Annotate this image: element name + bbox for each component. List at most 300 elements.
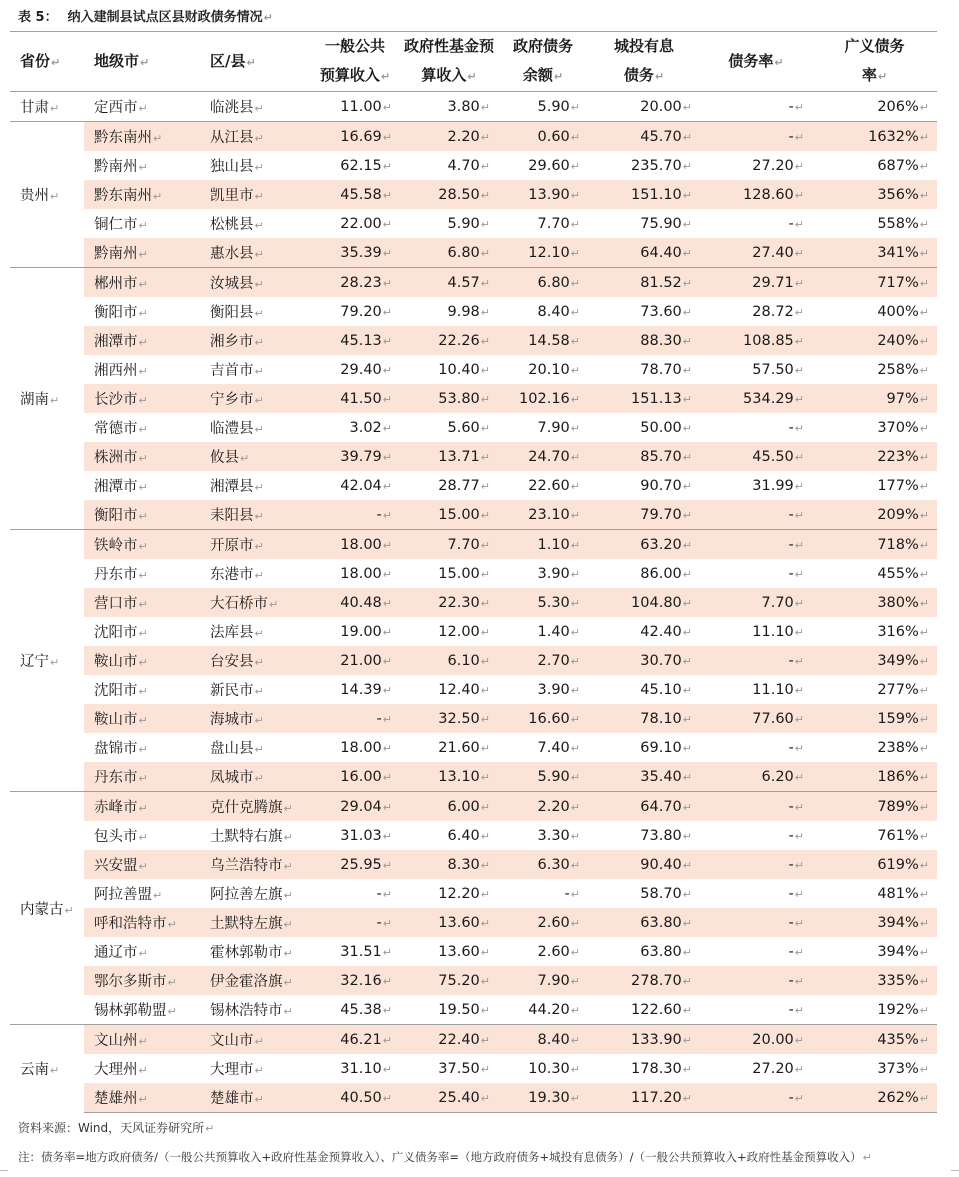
gov-debt-balance-cell	[498, 268, 588, 298]
paragraph-mark-icon: ↵	[570, 217, 580, 231]
debt-ratio-cell	[700, 588, 812, 617]
cell-value: 8.30	[447, 856, 480, 873]
lgfv-debt-cell	[588, 1025, 700, 1055]
paragraph-mark-icon: ↵	[153, 889, 163, 902]
paragraph-mark-icon: ↵	[794, 974, 804, 988]
paragraph-mark-icon: ↵	[138, 831, 148, 844]
paragraph-mark-icon: ↵	[240, 452, 250, 465]
paragraph-mark-icon: ↵	[682, 508, 692, 522]
paragraph-mark-icon: ↵	[794, 683, 804, 697]
cell-value: 凤城市	[210, 770, 254, 786]
paragraph-mark-icon: ↵	[254, 1093, 264, 1106]
paragraph-mark-icon: ↵	[382, 567, 392, 581]
paragraph-mark-icon: ↵	[382, 916, 392, 930]
cell-value: 29.71	[752, 274, 794, 291]
cell-value: 27.20	[752, 157, 794, 174]
general-budget-revenue-cell	[310, 937, 400, 966]
paragraph-mark-icon: ↵	[138, 1093, 148, 1106]
paragraph-mark-icon: ↵	[794, 130, 804, 144]
paragraph-mark-icon: ↵	[283, 860, 293, 873]
cell-value: 14.39	[340, 681, 382, 698]
lgfv-debt-cell	[588, 966, 700, 995]
cell-value: 35.39	[340, 244, 382, 261]
table-row	[10, 704, 937, 733]
paragraph-mark-icon: ↵	[382, 305, 392, 319]
city-cell	[84, 92, 200, 122]
lgfv-debt-cell	[588, 675, 700, 704]
source-text: 资料来源：Wind，天风证券研究所	[18, 1121, 205, 1135]
cell-value: 土默特左旗	[210, 916, 283, 932]
column-header-line	[94, 47, 200, 77]
cell-value: 151.10	[631, 186, 682, 203]
cell-value: 11.00	[340, 98, 382, 115]
table-row	[10, 762, 937, 792]
cell-value: 3.90	[537, 681, 570, 698]
cell-value: 394%	[877, 914, 919, 931]
cell-value: 30.70	[640, 652, 682, 669]
general-budget-revenue-cell	[310, 471, 400, 500]
lgfv-debt-cell	[588, 908, 700, 937]
paragraph-mark-icon: ↵	[480, 538, 490, 552]
paragraph-mark-icon: ↵	[480, 130, 490, 144]
column-header-line	[310, 32, 400, 61]
county-cell	[200, 209, 310, 238]
cell-value: 攸县	[210, 450, 239, 466]
lgfv-debt-cell	[588, 588, 700, 617]
cell-value: 400%	[877, 303, 919, 320]
general-budget-revenue-cell	[310, 500, 400, 530]
paragraph-mark-icon: ↵	[138, 860, 148, 873]
city-cell	[84, 733, 200, 762]
fund-budget-revenue-cell	[400, 471, 498, 500]
column-header-line	[812, 61, 937, 91]
debt-ratio-cell	[700, 704, 812, 733]
broad-debt-ratio-cell	[812, 879, 937, 908]
cell-value: -	[788, 856, 794, 873]
cell-value: 45.10	[640, 681, 682, 698]
table-row	[10, 413, 937, 442]
paragraph-mark-icon: ↵	[382, 1003, 392, 1017]
cell-value: 62.15	[340, 157, 382, 174]
paragraph-mark-icon: ↵	[682, 829, 692, 843]
column-header-text: 地级市	[94, 51, 140, 70]
broad-debt-ratio-cell	[812, 966, 937, 995]
cell-value: -	[788, 914, 794, 931]
cell-value: 108.85	[743, 332, 794, 349]
paragraph-mark-icon: ↵	[480, 363, 490, 377]
paragraph-mark-icon: ↵	[570, 188, 580, 202]
general-budget-revenue-cell	[310, 413, 400, 442]
paragraph-mark-icon: ↵	[254, 510, 264, 523]
cell-value: 63.20	[640, 536, 682, 553]
cell-value: 75.90	[640, 215, 682, 232]
broad-debt-ratio-cell	[812, 1025, 937, 1055]
cell-value: 大理州	[94, 1062, 138, 1078]
cell-value: 沈阳市	[94, 683, 138, 699]
county-cell	[200, 1025, 310, 1055]
paragraph-mark-icon: ↵	[254, 219, 264, 232]
county-cell	[200, 122, 310, 152]
broad-debt-ratio-cell	[812, 530, 937, 560]
paragraph-mark-icon: ↵	[919, 421, 929, 435]
general-budget-revenue-cell	[310, 879, 400, 908]
paragraph-mark-icon: ↵	[138, 569, 148, 582]
fund-budget-revenue-cell	[400, 995, 498, 1025]
cell-value: 衡阳市	[94, 508, 138, 524]
table-row	[10, 326, 937, 355]
general-budget-revenue-cell	[310, 966, 400, 995]
paragraph-mark-icon: ↵	[382, 800, 392, 814]
paragraph-mark-icon: ↵	[682, 450, 692, 464]
fund-budget-revenue-cell	[400, 442, 498, 471]
cell-value: 619%	[877, 856, 919, 873]
cell-value: 20.00	[640, 98, 682, 115]
debt-ratio-cell	[700, 966, 812, 995]
paragraph-mark-icon: ↵	[254, 102, 264, 115]
broad-debt-ratio-cell	[812, 413, 937, 442]
cell-value: 24.70	[528, 448, 570, 465]
paragraph-mark-icon: ↵	[138, 1064, 148, 1077]
table-row	[10, 559, 937, 588]
cell-value: -	[788, 565, 794, 582]
cell-value: 湘乡市	[210, 334, 254, 350]
cell-value: 6.10	[447, 652, 480, 669]
cell-value: 40.50	[340, 1089, 382, 1106]
cell-value: 台安县	[210, 654, 254, 670]
province-name: 湖南	[20, 392, 49, 408]
paragraph-mark-icon: ↵	[480, 392, 490, 406]
cell-value: 法库县	[210, 625, 254, 641]
paragraph-mark-icon: ↵	[138, 685, 148, 698]
table-row	[10, 530, 937, 560]
city-cell	[84, 122, 200, 152]
debt-ratio-cell	[700, 151, 812, 180]
city-cell	[84, 821, 200, 850]
paragraph-mark-icon: ↵	[382, 741, 392, 755]
paragraph-mark-icon: ↵	[254, 161, 264, 174]
lgfv-debt-cell	[588, 442, 700, 471]
county-cell	[200, 384, 310, 413]
cell-value: 31.51	[340, 943, 382, 960]
table-title	[18, 6, 273, 25]
column-header-text: 广义债务	[844, 37, 905, 55]
debt-ratio-cell	[700, 792, 812, 822]
general-budget-revenue-cell	[310, 850, 400, 879]
general-budget-revenue-cell	[310, 151, 400, 180]
cell-value: 23.10	[528, 506, 570, 523]
paragraph-mark-icon: ↵	[794, 1033, 804, 1047]
cell-value: 40.48	[340, 594, 382, 611]
cell-value: 22.40	[438, 1031, 480, 1048]
paragraph-mark-icon: ↵	[794, 188, 804, 202]
paragraph-mark-icon: ↵	[570, 770, 580, 784]
paragraph-mark-icon: ↵	[254, 336, 264, 349]
cell-value: 1632%	[868, 128, 919, 145]
cell-value: 240%	[877, 332, 919, 349]
cell-value: 7.90	[537, 972, 570, 989]
cell-value: 238%	[877, 739, 919, 756]
cell-value: 22.30	[438, 594, 480, 611]
city-cell	[84, 238, 200, 268]
gov-debt-balance-cell	[498, 297, 588, 326]
general-budget-revenue-cell	[310, 92, 400, 122]
broad-debt-ratio-cell	[812, 588, 937, 617]
city-cell	[84, 209, 200, 238]
paragraph-mark-icon: ↵	[570, 567, 580, 581]
cell-value: 海城市	[210, 712, 254, 728]
cell-value: -	[788, 798, 794, 815]
paragraph-mark-icon: ↵	[246, 55, 256, 69]
page-corner-mark	[951, 1170, 959, 1171]
paragraph-mark-icon: ↵	[919, 712, 929, 726]
cell-value: 122.60	[631, 1001, 682, 1018]
lgfv-debt-cell	[588, 850, 700, 879]
cell-value: 湘潭市	[94, 334, 138, 350]
debt-ratio-cell	[700, 92, 812, 122]
cell-value: 262%	[877, 1089, 919, 1106]
gov-debt-balance-cell	[498, 180, 588, 209]
cell-value: 16.69	[340, 128, 382, 145]
paragraph-mark-icon: ↵	[382, 1062, 392, 1076]
paragraph-mark-icon: ↵	[382, 654, 392, 668]
paragraph-mark-icon: ↵	[570, 450, 580, 464]
column-header-text: 算收入	[421, 66, 467, 84]
lgfv-debt-cell	[588, 879, 700, 908]
cell-value: 31.99	[752, 477, 794, 494]
gov-debt-balance-cell	[498, 675, 588, 704]
paragraph-mark-icon: ↵	[480, 829, 490, 843]
paragraph-mark-icon: ↵	[919, 363, 929, 377]
table-row	[10, 588, 937, 617]
city-cell	[84, 704, 200, 733]
debt-ratio-cell	[700, 471, 812, 500]
cell-value: 黔南州	[94, 246, 138, 262]
cell-value: 耒阳县	[210, 508, 254, 524]
cell-value: 文山州	[94, 1033, 138, 1049]
paragraph-mark-icon: ↵	[682, 741, 692, 755]
cell-value: 临洮县	[210, 100, 254, 116]
paragraph-mark-icon: ↵	[794, 450, 804, 464]
paragraph-mark-icon: ↵	[138, 947, 148, 960]
paragraph-mark-icon: ↵	[794, 916, 804, 930]
paragraph-mark-icon: ↵	[570, 974, 580, 988]
city-cell	[84, 1054, 200, 1083]
cell-value: 3.30	[537, 827, 570, 844]
paragraph-mark-icon: ↵	[794, 945, 804, 959]
debt-ratio-cell	[700, 326, 812, 355]
cell-value: 8.40	[537, 1031, 570, 1048]
cell-value: 6.20	[761, 768, 794, 785]
paragraph-mark-icon: ↵	[382, 217, 392, 231]
paragraph-mark-icon: ↵	[570, 305, 580, 319]
paragraph-mark-icon: ↵	[682, 392, 692, 406]
table-row	[10, 92, 937, 122]
cell-value: 沈阳市	[94, 625, 138, 641]
paragraph-mark-icon: ↵	[570, 1062, 580, 1076]
table-row	[10, 297, 937, 326]
paragraph-mark-icon: ↵	[283, 976, 293, 989]
cell-value: 29.40	[340, 361, 382, 378]
cell-value: 159%	[877, 710, 919, 727]
paragraph-mark-icon: ↵	[794, 479, 804, 493]
paragraph-mark-icon: ↵	[480, 450, 490, 464]
cell-value: -	[376, 506, 382, 523]
fund-budget-revenue-cell	[400, 937, 498, 966]
cell-value: 28.23	[340, 274, 382, 291]
broad-debt-ratio-cell	[812, 238, 937, 268]
cell-value: -	[376, 710, 382, 727]
cell-value: 19.50	[438, 1001, 480, 1018]
fund-budget-revenue-cell	[400, 500, 498, 530]
fund-budget-revenue-cell	[400, 675, 498, 704]
broad-debt-ratio-cell	[812, 908, 937, 937]
cell-value: 21.60	[438, 739, 480, 756]
paragraph-mark-icon: ↵	[862, 1151, 872, 1164]
paragraph-mark-icon: ↵	[570, 508, 580, 522]
cell-value: 丹东市	[94, 770, 138, 786]
city-cell	[84, 355, 200, 384]
broad-debt-ratio-cell	[812, 792, 937, 822]
paragraph-mark-icon: ↵	[682, 945, 692, 959]
lgfv-debt-cell	[588, 995, 700, 1025]
cell-value: 15.00	[438, 565, 480, 582]
cell-value: 5.90	[447, 215, 480, 232]
paragraph-mark-icon: ↵	[682, 130, 692, 144]
column-header-line	[310, 61, 400, 91]
fund-budget-revenue-cell	[400, 180, 498, 209]
fund-budget-revenue-cell	[400, 792, 498, 822]
paragraph-mark-icon: ↵	[570, 1033, 580, 1047]
debt-ratio-cell	[700, 355, 812, 384]
paragraph-mark-icon: ↵	[50, 102, 60, 115]
paragraph-mark-icon: ↵	[682, 712, 692, 726]
paragraph-mark-icon: ↵	[682, 276, 692, 290]
table-row	[10, 442, 937, 471]
paragraph-mark-icon: ↵	[570, 945, 580, 959]
city-cell	[84, 588, 200, 617]
cell-value: 22.00	[340, 215, 382, 232]
paragraph-mark-icon: ↵	[480, 1091, 490, 1105]
cell-value: 2.20	[447, 128, 480, 145]
paragraph-mark-icon: ↵	[570, 100, 580, 114]
table-header	[10, 32, 937, 92]
paragraph-mark-icon: ↵	[382, 508, 392, 522]
county-cell	[200, 238, 310, 268]
table-row	[10, 209, 937, 238]
paragraph-mark-icon: ↵	[382, 421, 392, 435]
paragraph-mark-icon: ↵	[682, 538, 692, 552]
table-row	[10, 733, 937, 762]
province-cell	[10, 122, 84, 268]
cell-value: 锡林浩特市	[210, 1003, 283, 1019]
paragraph-mark-icon: ↵	[480, 945, 490, 959]
fund-budget-revenue-cell	[400, 559, 498, 588]
cell-value: 78.70	[640, 361, 682, 378]
paragraph-mark-icon: ↵	[682, 363, 692, 377]
gov-debt-balance-cell	[498, 530, 588, 560]
cell-value: 718%	[877, 536, 919, 553]
paragraph-mark-icon: ↵	[382, 246, 392, 260]
debt-ratio-cell	[700, 1083, 812, 1113]
broad-debt-ratio-cell	[812, 617, 937, 646]
cell-value: 19.00	[340, 623, 382, 640]
cell-value: 45.13	[340, 332, 382, 349]
debt-ratio-cell	[700, 937, 812, 966]
gov-debt-balance-cell	[498, 355, 588, 384]
fund-budget-revenue-cell	[400, 646, 498, 675]
paragraph-mark-icon: ↵	[570, 596, 580, 610]
table-row	[10, 937, 937, 966]
column-header-line	[588, 61, 700, 91]
debt-ratio-cell	[700, 122, 812, 152]
cell-value: 12.20	[438, 885, 480, 902]
county-cell	[200, 180, 310, 209]
city-cell	[84, 762, 200, 792]
paragraph-mark-icon: ↵	[794, 508, 804, 522]
paragraph-mark-icon: ↵	[919, 1062, 929, 1076]
general-budget-revenue-cell	[310, 821, 400, 850]
general-budget-revenue-cell	[310, 559, 400, 588]
paragraph-mark-icon: ↵	[794, 392, 804, 406]
gov-debt-balance-cell	[498, 733, 588, 762]
cell-value: -	[788, 1089, 794, 1106]
paragraph-mark-icon: ↵	[254, 540, 264, 553]
lgfv-debt-cell	[588, 530, 700, 560]
cell-value: 临澧县	[210, 421, 254, 437]
broad-debt-ratio-cell	[812, 733, 937, 762]
fund-budget-revenue-cell	[400, 617, 498, 646]
column-header	[310, 32, 400, 92]
lgfv-debt-cell	[588, 704, 700, 733]
column-header	[700, 32, 812, 92]
fund-budget-revenue-cell	[400, 413, 498, 442]
paragraph-mark-icon: ↵	[254, 481, 264, 494]
cell-value: 独山县	[210, 159, 254, 175]
province-cell	[10, 792, 84, 1025]
province-name: 辽宁	[20, 654, 49, 670]
table-row	[10, 180, 937, 209]
debt-ratio-cell	[700, 762, 812, 792]
fund-budget-revenue-cell	[400, 1025, 498, 1055]
paragraph-mark-icon: ↵	[570, 421, 580, 435]
paragraph-mark-icon: ↵	[553, 70, 564, 83]
lgfv-debt-cell	[588, 646, 700, 675]
gov-debt-balance-cell	[498, 1054, 588, 1083]
column-header-line	[498, 32, 588, 61]
paragraph-mark-icon: ↵	[919, 567, 929, 581]
gov-debt-balance-cell	[498, 238, 588, 268]
cell-value: 394%	[877, 943, 919, 960]
fund-budget-revenue-cell	[400, 92, 498, 122]
cell-value: 380%	[877, 594, 919, 611]
gov-debt-balance-cell	[498, 122, 588, 152]
paragraph-mark-icon: ↵	[480, 887, 490, 901]
cell-value: 7.40	[537, 739, 570, 756]
paragraph-mark-icon: ↵	[682, 625, 692, 639]
paragraph-mark-icon: ↵	[153, 190, 163, 203]
paragraph-mark-icon: ↵	[480, 1003, 490, 1017]
county-cell	[200, 413, 310, 442]
cell-value: 117.20	[631, 1089, 682, 1106]
paragraph-mark-icon: ↵	[205, 1122, 215, 1135]
paragraph-mark-icon: ↵	[919, 450, 929, 464]
city-cell	[84, 617, 200, 646]
paragraph-mark-icon: ↵	[682, 1003, 692, 1017]
county-cell	[200, 442, 310, 471]
cell-value: 481%	[877, 885, 919, 902]
general-budget-revenue-cell	[310, 180, 400, 209]
table-title-text: 纳入建制县试点区县财政债务情况	[67, 10, 263, 25]
